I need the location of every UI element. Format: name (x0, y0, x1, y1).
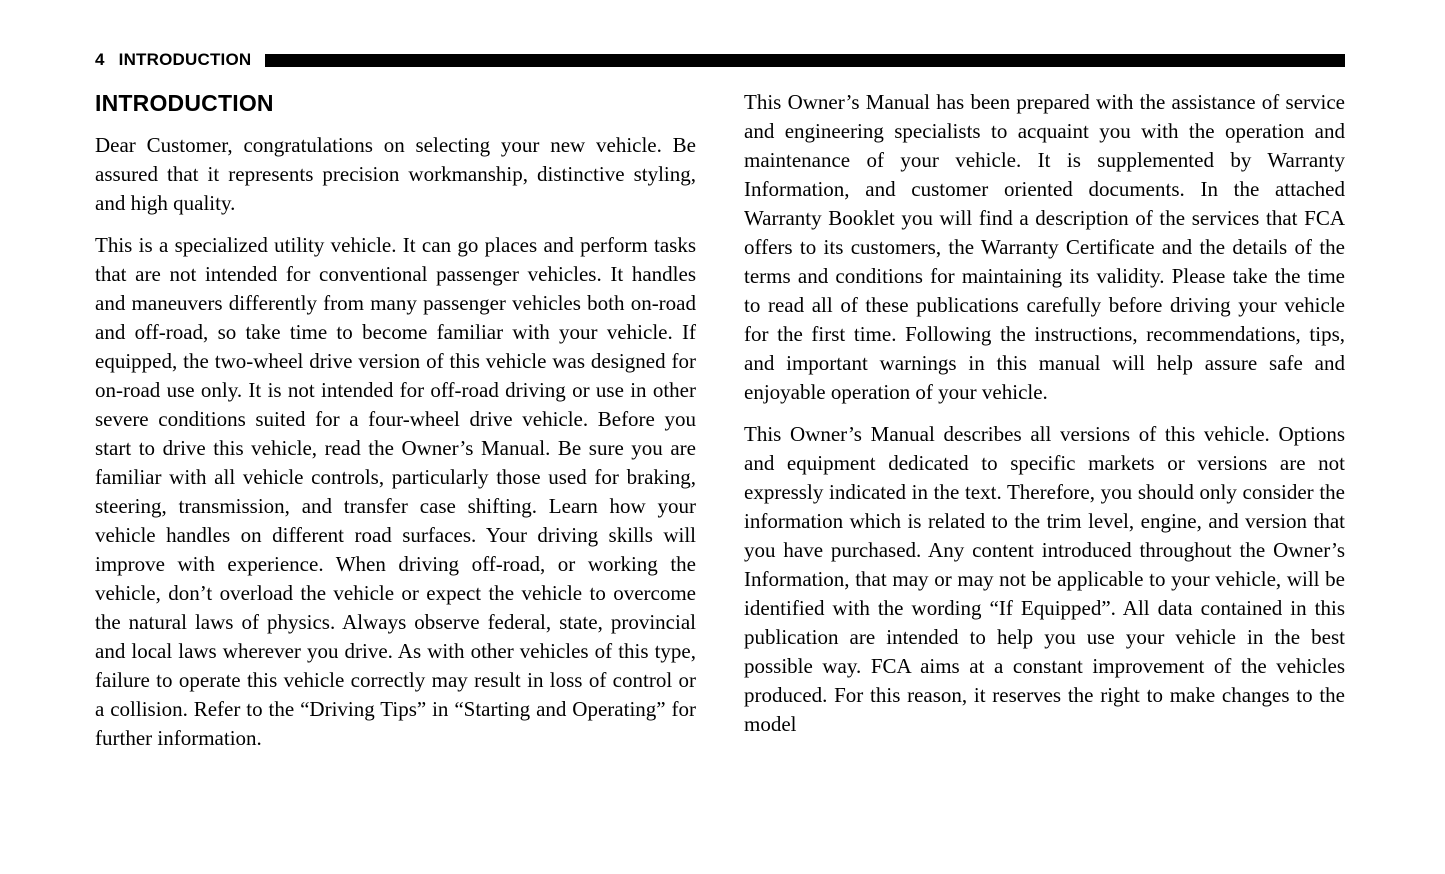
paragraph: This Owner’s Manual describes all versions of this vehicle. Options and equipment dedicated to specific markets or versions are not expressly indicated in the text. Therefore, you should only consider the information which is related to the trim level, engine, and version that you have purchased. Any content introduced throughout the Owner’s Information, that may or may not be applicable to your vehicle, will be identified with the wording “If Equipped”. All data contained in this publication are intended to help you use your vehicle in the best possible way. FCA aims at a constant improvement of the vehicles produced. For this reason, it reserves the right to make changes to the model (744, 422, 1345, 736)
page-number: 4 (95, 50, 105, 69)
paragraph: This Owner’s Manual has been prepared with the assistance of service and engineering specialists to acquaint you with the operation and maintenance of your vehicle. It is supplemented by Warranty Information, and customer oriented documents. In the attached Warranty Booklet you will find a description of the services that FCA offers to its customers, the Warranty Certificate and the details of the terms and conditions for maintaining its validity. Please take the time to read all of these publications carefully before driving your vehicle for the first time. Following the instructions, recommendations, tips, and important warnings in this manual will help assure safe and enjoyable operation of your vehicle. (744, 90, 1345, 404)
left-column (95, 88, 696, 753)
two-column-body (95, 88, 1345, 753)
header-section-title: INTRODUCTION (118, 50, 252, 69)
running-header (95, 50, 1345, 70)
page-title: INTRODUCTION (95, 90, 274, 116)
paragraph: This is a specialized utility vehicle. It can go places and perform tasks that are not intended for conventional passenger vehicles. It handles and maneuvers differently from many passenger vehicles both on-road and off-road, so take time to become familiar with your vehicle. If equipped, the two-wheel drive version of this vehicle was designed for on-road use only. It is not intended for off-road driving or use in other severe conditions suited for a four-wheel drive vehicle. Before you start to drive this vehicle, read the Owner’s Manual. Be sure you are familiar with all vehicle controls, particularly those used for braking, steering, transmission, and transfer case shifting. Learn how your vehicle handles on different road surfaces. Your driving skills will improve with experience. When driving off-road, or working the vehicle, don’t overload the vehicle or expect the vehicle to overcome the natural laws of physics. Always observe federal, state, provincial and local laws wherever you drive. As with other vehicles of this type, failure to operate this vehicle correctly may result in loss of control or a collision. Refer to the “Driving Tips” in “Starting and Operating” for further information. (95, 233, 696, 750)
paragraph: Dear Customer, congratulations on selecting your new vehicle. Be assured that it represents precision workmanship, distinctive styling, and high quality. (95, 133, 696, 215)
header-rule-bar (265, 54, 1345, 67)
right-column (744, 88, 1345, 753)
